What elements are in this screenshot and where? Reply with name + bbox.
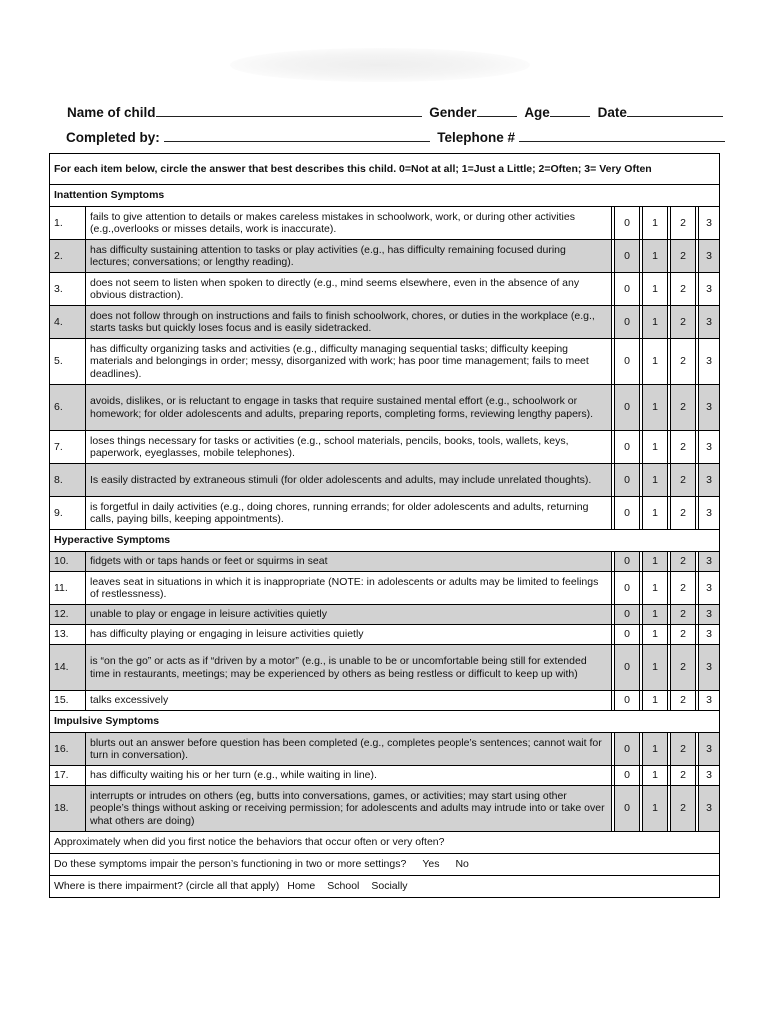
item-number: 11.	[50, 572, 86, 605]
score-option-0[interactable]: 0	[615, 552, 640, 572]
score-option-3[interactable]: 3	[699, 691, 720, 711]
section-impulsive: Impulsive Symptoms	[50, 711, 720, 733]
section-hyperactive: Hyperactive Symptoms	[50, 530, 720, 552]
item-number: 7.	[50, 431, 86, 464]
item-text: avoids, dislikes, or is reluctant to engage in tasks that require sustained mental effort (e.g., schoolwork or homework; for older adolescents and adults, preparing reports, completing forms, reviewing lengthy papers).	[86, 385, 612, 431]
score-option-2[interactable]: 2	[671, 766, 696, 786]
item-row	[50, 766, 720, 786]
item-number: 4.	[50, 306, 86, 339]
score-option-3[interactable]: 3	[699, 339, 720, 385]
item-row	[50, 605, 720, 625]
item-text: has difficulty sustaining attention to tasks or play activities (e.g., has difficulty remaining focused during lectures; conversations; or lengthy reading).	[86, 240, 612, 273]
item-text: leaves seat in situations in which it is inappropriate (NOTE: in adolescents or adults may be limited to feelings of restlessness).	[86, 572, 612, 605]
score-option-2[interactable]: 2	[671, 572, 696, 605]
score-option-2[interactable]: 2	[671, 733, 696, 766]
score-option-2[interactable]: 2	[671, 605, 696, 625]
score-option-3[interactable]: 3	[699, 733, 720, 766]
item-text: talks excessively	[86, 691, 612, 711]
footer-first-notice	[50, 832, 720, 854]
score-option-0[interactable]: 0	[615, 766, 640, 786]
item-row	[50, 572, 720, 605]
score-option-2[interactable]: 2	[671, 207, 696, 240]
completed-by-label: Completed by:	[66, 130, 160, 145]
gender-field[interactable]	[477, 104, 517, 117]
score-option-0[interactable]: 0	[615, 464, 640, 497]
item-number: 15.	[50, 691, 86, 711]
score-option-0[interactable]: 0	[615, 207, 640, 240]
telephone-field[interactable]	[519, 129, 725, 142]
item-number: 12.	[50, 605, 86, 625]
item-text: has difficulty playing or engaging in leisure activities quietly	[86, 625, 612, 645]
gender-label: Gender	[429, 105, 477, 120]
impairment-question: Where is there impairment? (circle all that apply)	[54, 880, 280, 893]
score-option-1[interactable]: 1	[643, 306, 668, 339]
score-option-1[interactable]: 1	[643, 625, 668, 645]
item-number: 9.	[50, 497, 86, 530]
score-option-0[interactable]: 0	[615, 240, 640, 273]
socially-option[interactable]: Socially	[371, 880, 408, 893]
item-row	[50, 240, 720, 273]
footer-impairment	[50, 876, 720, 898]
score-option-3[interactable]: 3	[699, 385, 720, 431]
score-option-3[interactable]: 3	[699, 625, 720, 645]
score-option-3[interactable]: 3	[699, 240, 720, 273]
score-option-1[interactable]: 1	[643, 339, 668, 385]
name-field[interactable]	[156, 104, 422, 117]
first-notice-question: Approximately when did you first notice the behaviors that occur often or very often?	[54, 836, 445, 849]
score-option-2[interactable]: 2	[671, 339, 696, 385]
score-option-2[interactable]: 2	[671, 645, 696, 691]
score-option-1[interactable]: 1	[643, 464, 668, 497]
score-option-0[interactable]: 0	[615, 339, 640, 385]
score-option-0[interactable]: 0	[615, 306, 640, 339]
score-option-0[interactable]: 0	[615, 691, 640, 711]
score-option-2[interactable]: 2	[671, 385, 696, 431]
item-number: 1.	[50, 207, 86, 240]
score-option-3[interactable]: 3	[699, 431, 720, 464]
item-row	[50, 497, 720, 530]
date-field[interactable]	[627, 104, 723, 117]
score-option-2[interactable]: 2	[671, 497, 696, 530]
score-option-3[interactable]: 3	[699, 552, 720, 572]
item-row	[50, 733, 720, 766]
item-text: loses things necessary for tasks or activities (e.g., school materials, pencils, books, tools, wallets, keys, paperwork, eyeglasses, mobile telephones).	[86, 431, 612, 464]
score-option-2[interactable]: 2	[671, 552, 696, 572]
item-number: 10.	[50, 552, 86, 572]
home-option[interactable]: Home	[287, 880, 316, 893]
score-option-0[interactable]: 0	[615, 431, 640, 464]
score-option-0[interactable]: 0	[615, 497, 640, 530]
score-option-1[interactable]: 1	[643, 605, 668, 625]
score-option-0[interactable]: 0	[615, 273, 640, 306]
item-row	[50, 552, 720, 572]
item-number: 6.	[50, 385, 86, 431]
item-number: 3.	[50, 273, 86, 306]
settings-question: Do these symptoms impair the person’s functioning in two or more settings?	[54, 858, 407, 871]
item-row	[50, 207, 720, 240]
instructions: For each item below, circle the answer that best describes this child. 0=Not at all; 1=Just a Little; 2=Often; 3= Very Often	[50, 154, 720, 185]
score-option-3[interactable]: 3	[699, 464, 720, 497]
item-row	[50, 431, 720, 464]
score-option-2[interactable]: 2	[671, 625, 696, 645]
score-option-3[interactable]: 3	[699, 766, 720, 786]
score-option-1[interactable]: 1	[643, 786, 668, 832]
item-text: is “on the go” or acts as if “driven by a motor” (e.g., is unable to be or uncomfortable being still for extended time in restaurants, meetings; may be experienced by others as being restless or difficult to keep up with)	[86, 645, 612, 691]
item-text: blurts out an answer before question has been completed (e.g., completes people’s sentences; cannot wait for turn in conversation).	[86, 733, 612, 766]
item-row	[50, 645, 720, 691]
score-option-0[interactable]: 0	[615, 385, 640, 431]
item-number: 5.	[50, 339, 86, 385]
score-option-0[interactable]: 0	[615, 786, 640, 832]
score-option-0[interactable]: 0	[615, 625, 640, 645]
score-option-1[interactable]: 1	[643, 733, 668, 766]
score-option-1[interactable]: 1	[643, 240, 668, 273]
score-option-1[interactable]: 1	[643, 273, 668, 306]
item-number: 13.	[50, 625, 86, 645]
age-label: Age	[524, 105, 550, 120]
item-text: unable to play or engage in leisure activities quietly	[86, 605, 612, 625]
item-text: has difficulty waiting his or her turn (e.g., while waiting in line).	[86, 766, 612, 786]
score-option-2[interactable]: 2	[671, 273, 696, 306]
section-inattention: Inattention Symptoms	[50, 185, 720, 207]
item-row	[50, 385, 720, 431]
item-row	[50, 464, 720, 497]
score-option-1[interactable]: 1	[643, 207, 668, 240]
telephone-label: Telephone #	[437, 130, 516, 145]
score-option-3[interactable]: 3	[699, 572, 720, 605]
score-option-1[interactable]: 1	[643, 552, 668, 572]
item-number: 8.	[50, 464, 86, 497]
score-option-3[interactable]: 3	[699, 497, 720, 530]
item-number: 17.	[50, 766, 86, 786]
item-text: Is easily distracted by extraneous stimuli (for older adolescents and adults, may include unrelated thoughts).	[86, 464, 612, 497]
score-option-0[interactable]: 0	[615, 572, 640, 605]
score-option-1[interactable]: 1	[643, 431, 668, 464]
score-option-0[interactable]: 0	[615, 605, 640, 625]
score-option-2[interactable]: 2	[671, 431, 696, 464]
score-option-2[interactable]: 2	[671, 240, 696, 273]
item-text: does not follow through on instructions and fails to finish schoolwork, chores, or duties in the workplace (e.g., starts tasks but quickly loses focus and is easily sidetracked.	[86, 306, 612, 339]
item-row	[50, 306, 720, 339]
score-option-1[interactable]: 1	[643, 497, 668, 530]
score-option-1[interactable]: 1	[643, 572, 668, 605]
header-row-1	[67, 104, 723, 120]
score-option-3[interactable]: 3	[699, 306, 720, 339]
item-row	[50, 786, 720, 832]
item-text: interrupts or intrudes on others (eg, butts into conversations, games, or activities; may start using other people’s things without asking or receiving permission; for adolescents and adults may intrude into or take over what others are doing)	[86, 786, 612, 832]
item-text: fails to give attention to details or makes careless mistakes in schoolwork, work, or during other activities (e.g.,overlooks or misses details, work is inaccurate).	[86, 207, 612, 240]
score-option-3[interactable]: 3	[699, 786, 720, 832]
score-option-3[interactable]: 3	[699, 273, 720, 306]
score-option-1[interactable]: 1	[643, 385, 668, 431]
yes-option[interactable]: Yes	[422, 858, 440, 871]
score-option-0[interactable]: 0	[615, 733, 640, 766]
item-number: 14.	[50, 645, 86, 691]
completed-by-field[interactable]	[164, 129, 430, 142]
item-text: has difficulty organizing tasks and activities (e.g., difficulty managing sequential tasks; difficulty keeping materials and belongings in order; messy, disorganized with work; has poor time management; fails to meet deadlines).	[86, 339, 612, 385]
item-row	[50, 691, 720, 711]
score-option-1[interactable]: 1	[643, 766, 668, 786]
item-row	[50, 273, 720, 306]
score-option-2[interactable]: 2	[671, 464, 696, 497]
footer-settings	[50, 854, 720, 876]
rating-table	[49, 153, 720, 898]
header-row-2	[66, 129, 725, 145]
item-number: 16.	[50, 733, 86, 766]
score-option-0[interactable]: 0	[615, 645, 640, 691]
item-text: fidgets with or taps hands or feet or squirms in seat	[86, 552, 612, 572]
age-field[interactable]	[550, 104, 590, 117]
item-row	[50, 339, 720, 385]
item-number: 18.	[50, 786, 86, 832]
score-option-3[interactable]: 3	[699, 645, 720, 691]
item-row	[50, 625, 720, 645]
item-number: 2.	[50, 240, 86, 273]
item-text: is forgetful in daily activities (e.g., doing chores, running errands; for older adolescents and adults, returning calls, paying bills, keeping appointments).	[86, 497, 612, 530]
score-option-2[interactable]: 2	[671, 786, 696, 832]
score-option-1[interactable]: 1	[643, 691, 668, 711]
item-text: does not seem to listen when spoken to directly (e.g., mind seems elsewhere, even in the absence of any obvious distraction).	[86, 273, 612, 306]
blurred-title	[230, 48, 530, 82]
score-option-3[interactable]: 3	[699, 605, 720, 625]
score-option-2[interactable]: 2	[671, 306, 696, 339]
school-option[interactable]: School	[327, 880, 360, 893]
score-option-3[interactable]: 3	[699, 207, 720, 240]
score-option-2[interactable]: 2	[671, 691, 696, 711]
no-option[interactable]: No	[455, 858, 469, 871]
date-label: Date	[597, 105, 627, 120]
name-label: Name of child	[67, 105, 156, 120]
score-option-1[interactable]: 1	[643, 645, 668, 691]
